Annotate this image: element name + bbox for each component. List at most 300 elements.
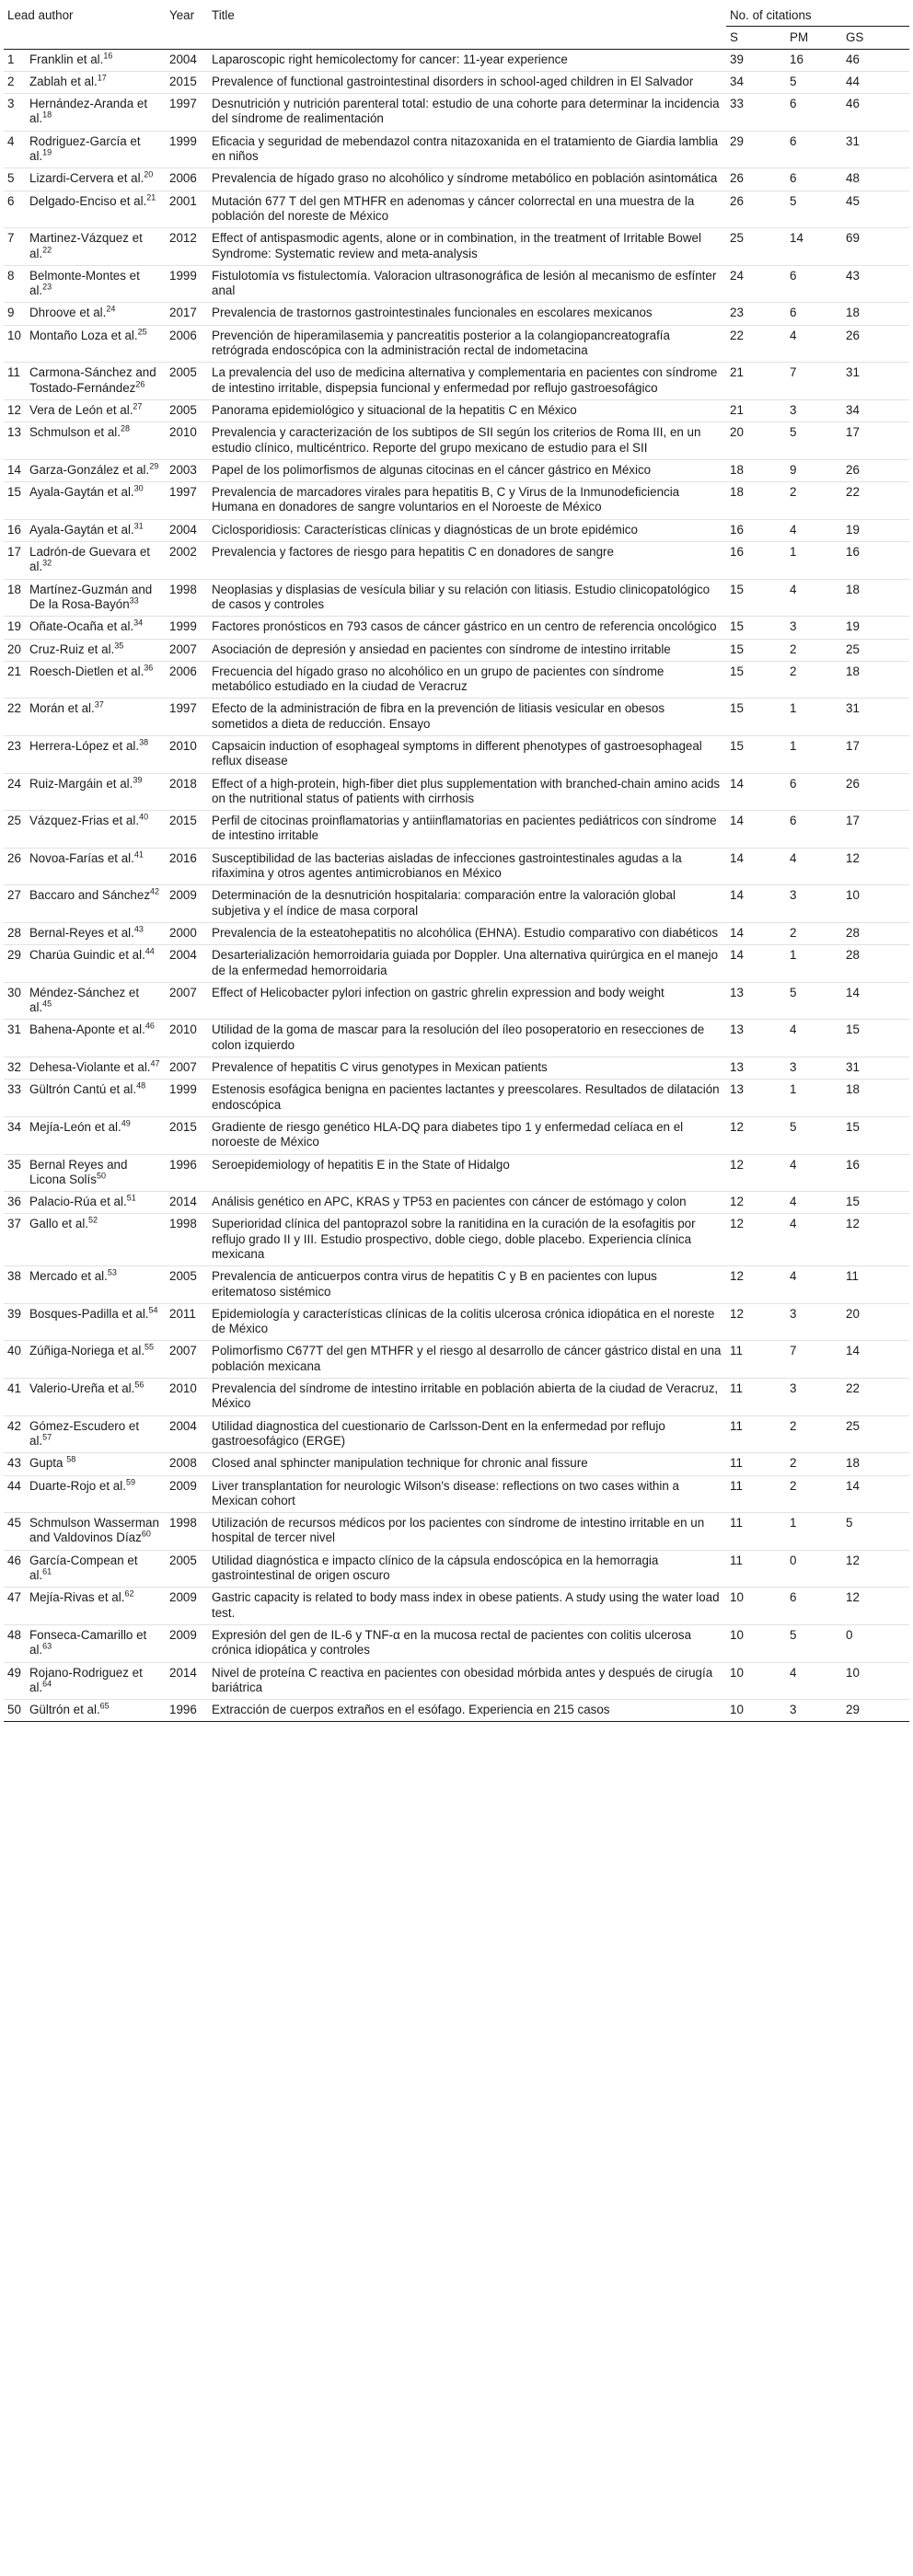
year-cell: 2007 xyxy=(166,1057,208,1080)
table-row xyxy=(4,1266,909,1304)
row-number: 49 xyxy=(4,1662,26,1700)
reference-number: 20 xyxy=(144,169,154,179)
row-number: 26 xyxy=(4,848,26,885)
lead-author: Fonseca-Camarillo et al. xyxy=(29,1627,147,1658)
table-row xyxy=(4,131,909,168)
lead-author-cell xyxy=(26,1379,166,1416)
year-cell: 2014 xyxy=(166,1662,208,1700)
reference-number: 40 xyxy=(139,812,149,822)
lead-author: Vera de León et al. xyxy=(29,402,133,417)
lead-author: Mercado et al. xyxy=(29,1269,108,1284)
lead-author: Cruz-Ruiz et al. xyxy=(29,641,115,656)
citations-gs: 34 xyxy=(842,399,909,422)
title-cell: Epidemiología y características clínicas de la colitis ulcerosa crónica idiopática en el noreste de México xyxy=(208,1303,726,1341)
title-cell: Laparoscopic right hemicolectomy for cancer: 11-year experience xyxy=(208,49,726,71)
lead-author-cell xyxy=(26,303,166,325)
citations-s: 21 xyxy=(726,363,786,400)
lead-author-cell xyxy=(26,1550,166,1588)
row-number: 23 xyxy=(4,735,26,773)
lead-author-cell xyxy=(26,1624,166,1662)
row-number: 1 xyxy=(4,49,26,71)
lead-author: Oñate-Ocaña et al. xyxy=(29,619,134,634)
citations-gs: 14 xyxy=(842,1475,909,1513)
citations-s: 15 xyxy=(726,699,786,736)
lead-author: Martínez-Guzmán and De la Rosa-Bayón xyxy=(29,582,153,611)
reference-number: 31 xyxy=(133,521,144,531)
citations-gs: 28 xyxy=(842,922,909,944)
table-body xyxy=(4,49,909,1722)
reference-number: 33 xyxy=(129,595,139,606)
year-cell: 2015 xyxy=(166,811,208,849)
table-row xyxy=(4,773,909,811)
citations-gs: 26 xyxy=(842,773,909,811)
reference-number: 43 xyxy=(133,924,144,934)
citations-pm: 6 xyxy=(786,168,842,191)
citations-s: 11 xyxy=(726,1513,786,1551)
citations-s: 10 xyxy=(726,1662,786,1700)
lead-author: Charúa Guindic et al. xyxy=(29,948,145,963)
lead-author-cell xyxy=(26,1475,166,1513)
table-row xyxy=(4,1341,909,1379)
lead-author: Herrera-López et al. xyxy=(29,738,140,753)
lead-author: Hernández-Aranda et al. xyxy=(29,97,148,126)
lead-author: Vázquez-Frias et al. xyxy=(29,814,140,828)
citations-pm: 3 xyxy=(786,1700,842,1722)
row-number: 38 xyxy=(4,1266,26,1304)
citations-s: 12 xyxy=(726,1192,786,1214)
title-cell: Liver transplantation for neurologic Wilson's disease: reflections on two cases within a Mexican cohort xyxy=(208,1475,726,1513)
title-cell: Polimorfismo C677T del gen MTHFR y el riesgo al desarrollo de cáncer gástrico distal en una población mexicana xyxy=(208,1341,726,1379)
citations-pm: 2 xyxy=(786,639,842,661)
citations-pm: 2 xyxy=(786,1453,842,1475)
lead-author-cell xyxy=(26,1662,166,1700)
reference-number: 52 xyxy=(88,1215,98,1225)
table-row xyxy=(4,1588,909,1625)
citations-gs: 11 xyxy=(842,1266,909,1304)
lead-author-cell xyxy=(26,542,166,580)
reference-number: 25 xyxy=(137,327,147,337)
row-number: 28 xyxy=(4,922,26,944)
table-row xyxy=(4,1303,909,1341)
reference-number: 27 xyxy=(133,401,143,411)
citations-pm: 14 xyxy=(786,228,842,266)
year-cell: 2005 xyxy=(166,363,208,400)
row-number: 13 xyxy=(4,422,26,460)
lead-author: García-Compean et al. xyxy=(29,1553,138,1583)
lead-author-cell xyxy=(26,1513,166,1551)
year-cell: 2003 xyxy=(166,459,208,481)
table-row xyxy=(4,303,909,325)
citations-gs: 10 xyxy=(842,1662,909,1700)
reference-number: 50 xyxy=(96,1171,106,1181)
citations-pm: 5 xyxy=(786,1624,842,1662)
title-cell: Desarterialización hemorroidaria guiada por Doppler. Una alternativa quirúrgica en el manejo de la enfermedad hemorroidaria xyxy=(208,945,726,983)
row-number: 44 xyxy=(4,1475,26,1513)
table-row xyxy=(4,265,909,303)
row-number: 29 xyxy=(4,945,26,983)
title-cell: Prevalence of functional gastrointestinal disorders in school-aged children in El Salvador xyxy=(208,71,726,93)
citations-gs: 16 xyxy=(842,542,909,580)
table-row xyxy=(4,363,909,400)
lead-author: Roesch-Dietlen et al. xyxy=(29,664,144,678)
year-cell: 2010 xyxy=(166,1379,208,1416)
table-row xyxy=(4,1214,909,1266)
citations-pm: 7 xyxy=(786,363,842,400)
year-cell: 2009 xyxy=(166,1624,208,1662)
citations-gs: 16 xyxy=(842,1154,909,1192)
lead-author: Baccaro and Sánchez xyxy=(29,888,151,903)
reference-number: 37 xyxy=(94,699,104,710)
citations-gs: 25 xyxy=(842,1415,909,1453)
row-number: 5 xyxy=(4,168,26,191)
citations-s: 29 xyxy=(726,131,786,168)
citations-s: 13 xyxy=(726,1057,786,1080)
citations-pm: 1 xyxy=(786,1513,842,1551)
reference-number: 21 xyxy=(146,192,156,202)
reference-number: 28 xyxy=(121,423,131,433)
year-cell: 2010 xyxy=(166,1020,208,1057)
title-cell: Effect of antispasmodic agents, alone or in combination, in the treatment of Irritable Bowel Syndrome: Systematic review and meta-analysis xyxy=(208,228,726,266)
citations-pm: 2 xyxy=(786,1475,842,1513)
citations-s: 15 xyxy=(726,661,786,699)
citations-s: 10 xyxy=(726,1588,786,1625)
lead-author-cell xyxy=(26,482,166,520)
citations-s: 33 xyxy=(726,94,786,132)
table-row xyxy=(4,1154,909,1192)
lead-author-cell xyxy=(26,422,166,460)
year-cell: 1996 xyxy=(166,1154,208,1192)
citations-gs: 46 xyxy=(842,49,909,71)
lead-author-cell xyxy=(26,1415,166,1453)
table-row xyxy=(4,885,909,923)
lead-author-cell xyxy=(26,94,166,132)
lead-author-cell xyxy=(26,945,166,983)
row-number: 14 xyxy=(4,459,26,481)
row-number: 30 xyxy=(4,982,26,1020)
title-cell: Papel de los polimorfismos de algunas citocinas en el cáncer gástrico en México xyxy=(208,459,726,481)
lead-author-cell xyxy=(26,1080,166,1117)
citations-s: 15 xyxy=(726,617,786,639)
lead-author-cell xyxy=(26,1700,166,1722)
lead-author: Carmona-Sánchez and Tostado-Fernández xyxy=(29,365,156,395)
reference-number: 63 xyxy=(42,1641,52,1651)
table-row xyxy=(4,399,909,422)
lead-author-cell xyxy=(26,363,166,400)
citations-pm: 4 xyxy=(786,1266,842,1304)
title-cell: Gastric capacity is related to body mass index in obese patients. A study using the water load test. xyxy=(208,1588,726,1625)
citations-gs: 5 xyxy=(842,1513,909,1551)
reference-number: 55 xyxy=(144,1343,155,1353)
citations-pm: 2 xyxy=(786,922,842,944)
reference-number: 47 xyxy=(150,1058,160,1069)
citations-s: 12 xyxy=(726,1266,786,1304)
citations-s: 20 xyxy=(726,422,786,460)
header-pm: PM xyxy=(786,27,842,49)
lead-author-cell xyxy=(26,71,166,93)
reference-number: 60 xyxy=(141,1529,151,1539)
lead-author-cell xyxy=(26,1057,166,1080)
lead-author-cell xyxy=(26,399,166,422)
citations-gs: 43 xyxy=(842,265,909,303)
table-row xyxy=(4,168,909,191)
lead-author: Zúñiga-Noriega et al. xyxy=(29,1344,145,1358)
header-s: S xyxy=(726,27,786,49)
reference-number: 48 xyxy=(136,1080,146,1091)
row-number: 45 xyxy=(4,1513,26,1551)
citations-pm: 4 xyxy=(786,1192,842,1214)
table-row xyxy=(4,1550,909,1588)
reference-number: 51 xyxy=(126,1193,136,1203)
lead-author-cell xyxy=(26,579,166,617)
reference-number: 22 xyxy=(42,245,52,255)
year-cell: 2017 xyxy=(166,303,208,325)
table-row xyxy=(4,1453,909,1475)
citations-pm: 4 xyxy=(786,1662,842,1700)
table-row xyxy=(4,922,909,944)
lead-author-cell xyxy=(26,1116,166,1154)
citations-pm: 9 xyxy=(786,459,842,481)
citations-pm: 6 xyxy=(786,1588,842,1625)
title-cell: Asociación de depresión y ansiedad en pacientes con síndrome de intestino irritable xyxy=(208,639,726,661)
row-number: 33 xyxy=(4,1080,26,1117)
reference-number: 34 xyxy=(133,618,144,628)
reference-number: 35 xyxy=(114,641,124,651)
year-cell: 2004 xyxy=(166,519,208,541)
title-cell: Neoplasias y displasias de vesícula biliar y su relación con litiasis. Estudio clinicopatológico de casos y controles xyxy=(208,579,726,617)
citations-s: 21 xyxy=(726,399,786,422)
lead-author: Gallo et al. xyxy=(29,1217,89,1231)
year-cell: 2000 xyxy=(166,922,208,944)
title-cell: Panorama epidemiológico y situacional de la hepatitis C en México xyxy=(208,399,726,422)
title-cell: Utilidad diagnóstica e impacto clínico de la cápsula endoscópica en la hemorragia gastrointestinal de origen oscuro xyxy=(208,1550,726,1588)
lead-author-cell xyxy=(26,168,166,191)
citations-gs: 14 xyxy=(842,982,909,1020)
table-row xyxy=(4,1513,909,1551)
citations-pm: 7 xyxy=(786,1341,842,1379)
citations-pm: 16 xyxy=(786,49,842,71)
row-number: 22 xyxy=(4,699,26,736)
citations-gs: 18 xyxy=(842,579,909,617)
title-cell: Prevalencia de hígado graso no alcohólico y síndrome metabólico en población asintomática xyxy=(208,168,726,191)
table-row xyxy=(4,1379,909,1416)
title-cell: Perfil de citocinas proinflamatorias y antiinflamatorias en pacientes pediátricos con síndrome de intestino irritable xyxy=(208,811,726,849)
year-cell: 2010 xyxy=(166,422,208,460)
citations-gs: 17 xyxy=(842,422,909,460)
row-number: 25 xyxy=(4,811,26,849)
citations-pm: 6 xyxy=(786,811,842,849)
row-number: 2 xyxy=(4,71,26,93)
reference-number: 30 xyxy=(133,483,144,493)
citations-pm: 4 xyxy=(786,1214,842,1266)
table-row xyxy=(4,982,909,1020)
lead-author: Schmulson et al. xyxy=(29,425,121,440)
reference-number: 26 xyxy=(135,379,145,389)
lead-author: Gültrón Cantú et al. xyxy=(29,1082,137,1097)
title-cell: Prevalencia de anticuerpos contra virus de hepatitis C y B en pacientes con lupus eritematoso sistémico xyxy=(208,1266,726,1304)
citations-s: 11 xyxy=(726,1415,786,1453)
row-number: 19 xyxy=(4,617,26,639)
year-cell: 2002 xyxy=(166,542,208,580)
citations-gs: 17 xyxy=(842,735,909,773)
lead-author: Delgado-Enciso et al. xyxy=(29,193,147,208)
row-number: 39 xyxy=(4,1303,26,1341)
citations-s: 15 xyxy=(726,735,786,773)
citations-pm: 5 xyxy=(786,1116,842,1154)
table-row xyxy=(4,661,909,699)
citations-gs: 25 xyxy=(842,639,909,661)
year-cell: 2001 xyxy=(166,191,208,228)
title-cell: Susceptibilidad de las bacterias aisladas de infecciones gastrointestinales agudas a la rifaximina y otros agentes antimicrobianos en México xyxy=(208,848,726,885)
reference-number: 58 xyxy=(66,1454,76,1464)
year-cell: 1997 xyxy=(166,699,208,736)
citations-pm: 4 xyxy=(786,579,842,617)
year-cell: 2005 xyxy=(166,1550,208,1588)
reference-number: 24 xyxy=(106,304,116,314)
lead-author-cell xyxy=(26,885,166,923)
year-cell: 2004 xyxy=(166,945,208,983)
lead-author: Franklin et al. xyxy=(29,52,104,66)
citations-gs: 31 xyxy=(842,363,909,400)
year-cell: 2009 xyxy=(166,1475,208,1513)
table-row xyxy=(4,848,909,885)
citations-pm: 6 xyxy=(786,303,842,325)
reference-number: 56 xyxy=(134,1380,144,1390)
lead-author: Ladrón-de Guevara et al. xyxy=(29,545,151,574)
title-cell: Desnutrición y nutrición parenteral total: estudio de una cohorte para determinar la incidencia del síndrome de realimentación xyxy=(208,94,726,132)
row-number: 6 xyxy=(4,191,26,228)
lead-author: Montaño Loza et al. xyxy=(29,328,138,342)
year-cell: 2009 xyxy=(166,885,208,923)
lead-author-cell xyxy=(26,1453,166,1475)
title-cell: Prevalencia de la esteatohepatitis no alcohólica (EHNA). Estudio comparativo con diabéticos xyxy=(208,922,726,944)
citations-gs: 26 xyxy=(842,459,909,481)
lead-author-cell xyxy=(26,1303,166,1341)
citations-gs: 12 xyxy=(842,1214,909,1266)
year-cell: 1999 xyxy=(166,265,208,303)
citations-gs: 22 xyxy=(842,1379,909,1416)
year-cell: 1999 xyxy=(166,617,208,639)
citations-s: 13 xyxy=(726,982,786,1020)
citations-s: 16 xyxy=(726,542,786,580)
lead-author-cell xyxy=(26,735,166,773)
citations-s: 13 xyxy=(726,1080,786,1117)
row-number: 36 xyxy=(4,1192,26,1214)
citations-pm: 1 xyxy=(786,542,842,580)
row-number: 37 xyxy=(4,1214,26,1266)
table-row xyxy=(4,191,909,228)
year-cell: 1996 xyxy=(166,1700,208,1722)
lead-author-cell xyxy=(26,191,166,228)
year-cell: 2010 xyxy=(166,735,208,773)
row-number: 34 xyxy=(4,1116,26,1154)
title-cell: Closed anal sphincter manipulation technique for chronic anal fissure xyxy=(208,1453,726,1475)
header-year: Year xyxy=(166,3,208,49)
lead-author: Ayala-Gaytán et al. xyxy=(29,522,134,537)
row-number: 40 xyxy=(4,1341,26,1379)
citations-gs: 19 xyxy=(842,617,909,639)
year-cell: 2016 xyxy=(166,848,208,885)
citations-pm: 2 xyxy=(786,1415,842,1453)
reference-number: 64 xyxy=(42,1679,52,1689)
citations-gs: 48 xyxy=(842,168,909,191)
citations-gs: 18 xyxy=(842,1453,909,1475)
lead-author-cell xyxy=(26,773,166,811)
lead-author-cell xyxy=(26,1154,166,1192)
year-cell: 2011 xyxy=(166,1303,208,1341)
row-number: 31 xyxy=(4,1020,26,1057)
year-cell: 2004 xyxy=(166,49,208,71)
row-number: 50 xyxy=(4,1700,26,1722)
citations-pm: 3 xyxy=(786,885,842,923)
table-row xyxy=(4,1116,909,1154)
table-row xyxy=(4,617,909,639)
reference-number: 23 xyxy=(42,282,52,292)
table-row xyxy=(4,1080,909,1117)
table-row xyxy=(4,579,909,617)
citations-pm: 4 xyxy=(786,848,842,885)
reference-number: 49 xyxy=(121,1118,131,1128)
title-cell: Superioridad clínica del pantoprazol sobre la ranitidina en la curación de la esofagitis por reflujo grado II y III. Estudio prospectivo, doble ciego, doble placebo. Experiencia clínica mexicana xyxy=(208,1214,726,1266)
reference-number: 46 xyxy=(144,1021,155,1031)
row-number: 18 xyxy=(4,579,26,617)
lead-author-cell xyxy=(26,1588,166,1625)
citations-pm: 5 xyxy=(786,422,842,460)
citations-pm: 2 xyxy=(786,661,842,699)
lead-author: Garza-González et al. xyxy=(29,462,150,477)
lead-author-cell xyxy=(26,131,166,168)
year-cell: 2004 xyxy=(166,1415,208,1453)
table-row xyxy=(4,1020,909,1057)
lead-author: Mejía-León et al. xyxy=(29,1119,121,1134)
row-number: 27 xyxy=(4,885,26,923)
year-cell: 1998 xyxy=(166,579,208,617)
lead-author-cell xyxy=(26,265,166,303)
title-cell: Mutación 677 T del gen MTHFR en adenomas y cáncer colorrectal en una muestra de la población del noreste de México xyxy=(208,191,726,228)
citations-pm: 5 xyxy=(786,191,842,228)
reference-number: 57 xyxy=(42,1432,52,1442)
citations-s: 34 xyxy=(726,71,786,93)
lead-author-cell xyxy=(26,459,166,481)
lead-author: Rodriguez-García et al. xyxy=(29,133,141,164)
lead-author: Gómez-Escudero et al. xyxy=(29,1418,140,1448)
row-number: 46 xyxy=(4,1550,26,1588)
citations-pm: 1 xyxy=(786,1080,842,1117)
citations-s: 10 xyxy=(726,1700,786,1722)
citations-pm: 4 xyxy=(786,519,842,541)
lead-author: Palacio-Rúa et al. xyxy=(29,1195,127,1209)
lead-author: Bosques-Padilla et al. xyxy=(29,1306,149,1321)
citations-s: 11 xyxy=(726,1341,786,1379)
year-cell: 2008 xyxy=(166,1453,208,1475)
citations-pm: 3 xyxy=(786,399,842,422)
reference-number: 41 xyxy=(133,849,144,860)
citations-gs: 44 xyxy=(842,71,909,93)
title-cell: Utilidad de la goma de mascar para la resolución del íleo posoperatorio en resecciones de colon izquierdo xyxy=(208,1020,726,1057)
citations-gs: 20 xyxy=(842,1303,909,1341)
citations-pm: 4 xyxy=(786,1020,842,1057)
citations-s: 14 xyxy=(726,773,786,811)
lead-author: Duarte-Rojo et al. xyxy=(29,1478,126,1493)
title-cell: Frecuencia del hígado graso no alcohólico en un grupo de pacientes con síndrome metabólico estudiado en la ciudad de Veracruz xyxy=(208,661,726,699)
year-cell: 2006 xyxy=(166,168,208,191)
table-header xyxy=(4,3,909,49)
lead-author: Dehesa-Violante et al. xyxy=(29,1060,151,1075)
reference-number: 39 xyxy=(133,775,143,785)
citations-table xyxy=(4,3,909,1722)
reference-number: 54 xyxy=(148,1305,158,1315)
lead-author: Gupta xyxy=(29,1456,67,1471)
lead-author-cell xyxy=(26,922,166,944)
